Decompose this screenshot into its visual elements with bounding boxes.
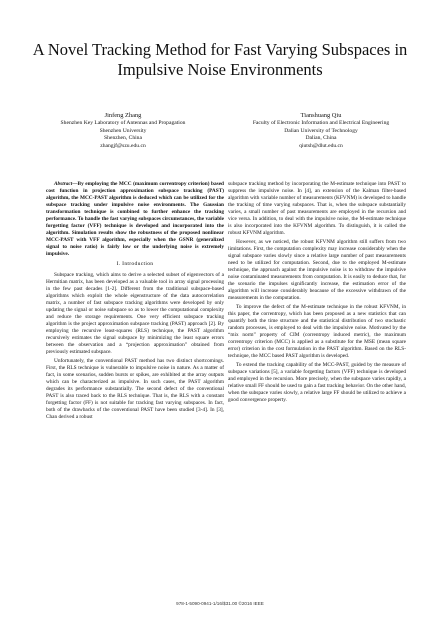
abstract-text: —By employing the MCC (maximum correntropy criterion) based cost function in projection approximation subspace tracking (PAST) algorithm, the MCC-PAST algorithm is deduced which can be utilized for the subspace tracking under impulsive noise environments. The Gaussian transformation technique is combined to further enhance the tracking performance. To handle the fast varying subspaces circumstances, the variable forgetting factor (VFF) technique is developed and incorporated into the algorithm. Simulation results show the robustness of the proposed nonlinear MCC-PAST with VFF algorithm, especially when the GSNR (generalized signal to noise ratio) is fairly low or the underlying noise is extremely impulsive.	[46, 181, 224, 257]
paper-title: A Novel Tracking Method for Fast Varying Subspaces in Impulsive Noise Environments	[32, 40, 408, 79]
author-email: qiutsh@dlut.edu.cn	[299, 142, 343, 149]
author-location: Dalian, China	[305, 135, 337, 142]
body-paragraph: To extend the tracking capability of the MCC-PAST, guided by the measure of subspace variations [5], a variable forgetting factors (VFF) technique is developed and employed in the recursion. More precisely, when the subspace varies rapidly, a relative small FF should be used to gain a fast tracking behavior. On the other hand, when the subspace varies slowly, a relative large FF should be utilized to achieve a good convergence property.	[228, 362, 406, 404]
abstract-lead: Abstract	[54, 181, 73, 187]
abstract	[46, 181, 224, 257]
copyright-footer: 978-1-5090-0941-1/16/$31.00 ©2016 IEEE	[176, 601, 264, 606]
author-block-1	[28, 112, 218, 150]
author-location: Shenzhen, China	[104, 135, 142, 142]
author-institution: Shenzhen University	[99, 127, 147, 134]
author-block-2	[226, 112, 416, 150]
body-paragraph: Subspace tracking, which aims to derive a selected subset of eigenvectors of a Hermitian matrix, has been developed as a valuable tool in array signal processing in the few past decades [1-2]. Different from the traditional subspace-based algorithms which exploit the whole eigenstructure of the data autocorrelation matrix, a number of fast subspace tracking algorithms were developed by only updating the signal or noise subspace so as to lower the computational complexity and reduce the storage requirements. One very efficient subspace tracking algorithm is the project approximation subspace tracking (PAST) approach [2]. By employing the recursive least-squares (RLS) technique, the PAST algorithm recursively estimates the signal subspace by minimizing the least square errors between the observation and a “projection approximation” obtained from previously estimated subspace.	[46, 272, 224, 355]
author-name: Jinfeng Zhang	[104, 112, 142, 119]
left-column	[46, 181, 224, 423]
section-heading-introduction: I. Introduction	[116, 261, 154, 268]
body-paragraph: Unfortunately, the conventional PAST method has two distinct shortcomings. First, the RLS technique is vulnerable to impulsive noise in nature. As a matter of fact, in some scenarios, sudden bursts or spikes, are exhibited at the array outputs which can be characterized as impulsive. In such cases, the PAST algorithm degrades its performance substantially. The second defect of the conventional PAST is also traced back to the RLS technique. That is, the RLS with a constant forgetting factor (FF) is not suitable for tracking fast varying subspaces. In fact, both of the drawbacks of the conventional PAST have been studied [3-4]. In [3], Chan derived a robust	[46, 358, 224, 420]
body-paragraph: However, as we noticed, the robust KFVNM algorithm still suffers from two limitations. First, the computation complexity may increase considerably when the signal subspace varies slowly since a relative large number of past measurements need to be utilized for computation. Second, due to the employed M-estimate technique, the approach against the impulsive noise is to withdraw the impulsive noise contaminated measurements from computation. It is easily to deduce that, for the scenario the impulses significantly increase, the estimation error of the algorithm will increase considerably beacause of the excessive withdrawn of the measurements in the computation.	[228, 239, 406, 301]
author-institution: Dalian University of Technology	[284, 127, 358, 134]
author-email: zhangjf@szu.edu.cn	[100, 142, 146, 149]
author-affiliation: Shenzhen Key Laboratory of Antennas and Propagation	[60, 120, 186, 127]
right-column	[228, 181, 406, 407]
author-name: Tianshuang Qiu	[300, 112, 342, 119]
body-paragraph: subspace tracking method by incorporating the M-estimate technique into PAST to suppress the impulsive noise. In [4], an extension of the Kalman filter-based algorithm with variable number of measurements (KFVNM) is developed to handle the tracking of time varying subspaces. That is, when the subspace substantially varies, a small number of past measurements are employed in the recursion and vice versa. In addition, to deal with the impulsive noise, the M-estimate technique is also incorporated into the KFVNM algorithm. To distinguish, it is called the robust KFVNM algorithm.	[228, 181, 406, 236]
author-affiliation: Faculty of Electronic Information and Electrical Engineering	[252, 120, 390, 127]
body-paragraph: To improve the defect of the M-estimate technique in the robust KFVNM, in this paper, the correntropy, which has been proposed as a new statistics that can quantify both the time structure and the statistical distribution of two stochastic random processes, is employed to deal with the impulsive noise. Motivated by the “mix norm” property of CIM (correntropy induced metric), the maximum correntropy criterion (MCC) is applied as a substitute for the MSE (mean square error) criterion in the cost formulation in the PAST algorithm. Based on the RLS-technique, the MCC based PAST algorithm is developed.	[228, 304, 406, 359]
